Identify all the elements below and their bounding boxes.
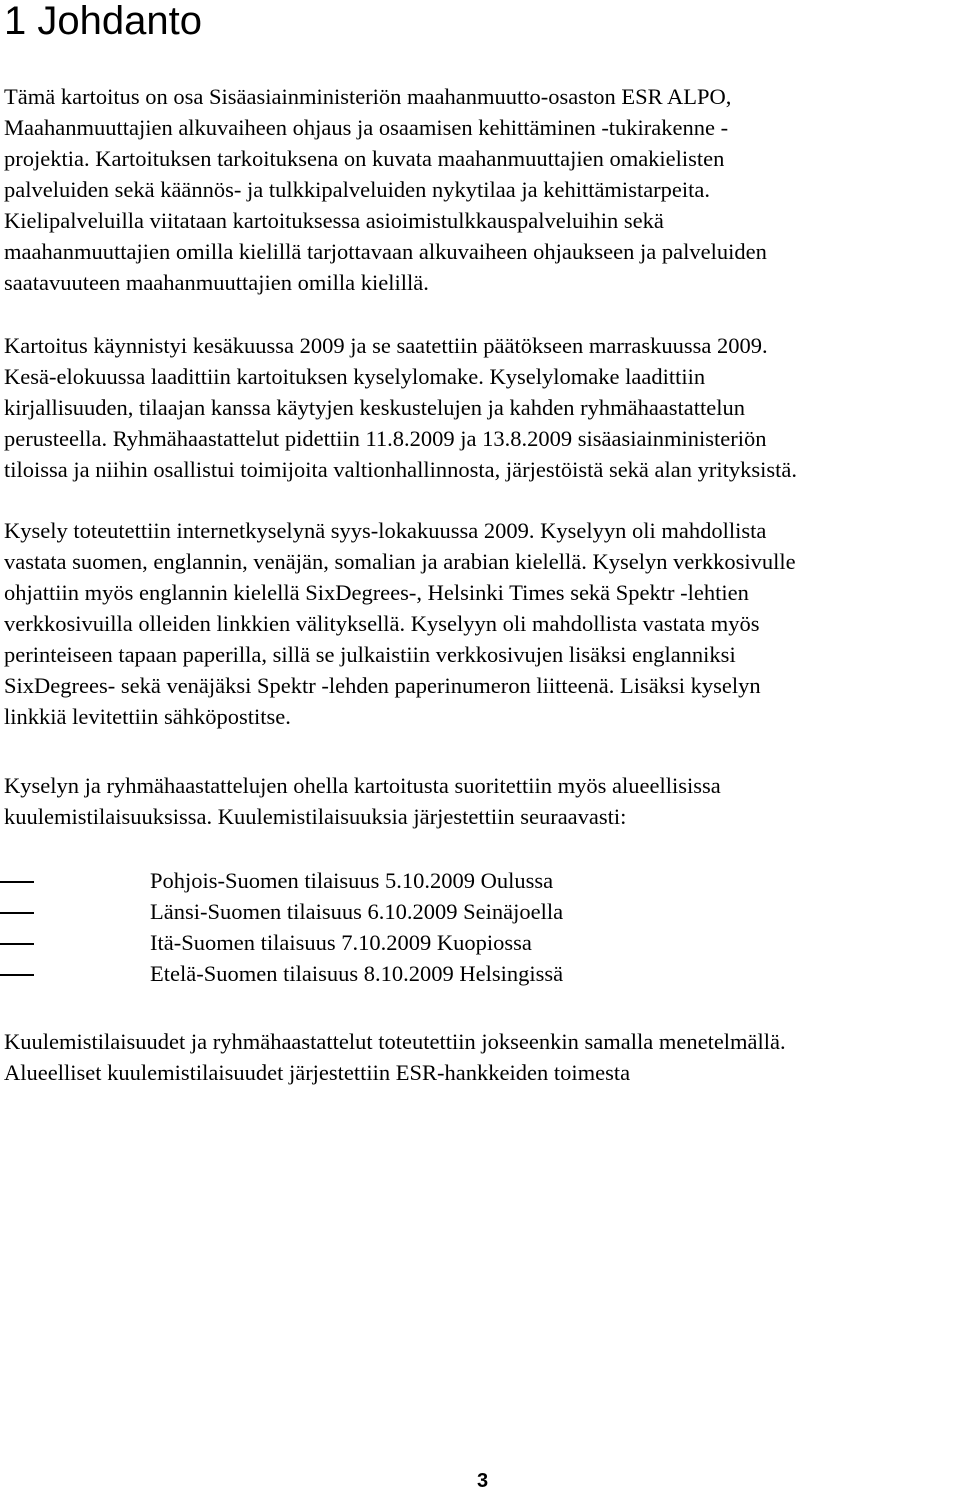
- text-line: kirjallisuuden, tilaajan kanssa käytyjen keskustelujen ja kahden ryhmähaastattelun: [4, 395, 746, 420]
- text-line: perusteella. Ryhmähaastattelut pidettiin 11.8.2009 ja 13.8.2009 sisäasiainministeriön: [4, 426, 767, 451]
- dash-bullet: [0, 943, 34, 945]
- text-line: Kysely toteutettiin internetkyselynä syys-lokakuussa 2009. Kyselyyn oli mahdollista: [4, 518, 767, 543]
- paragraph-method: [4, 1026, 956, 1088]
- text-line: Tämä kartoitus on osa Sisäasiainministeriön maahanmuutto-osaston ESR ALPO,: [4, 84, 732, 109]
- section-heading: 1 Johdanto: [4, 0, 202, 43]
- dash-bullet: [0, 912, 34, 914]
- dash-bullet: [0, 881, 34, 883]
- text-line: ohjattiin myös englannin kielellä SixDegrees-, Helsinki Times sekä Spektr -lehtien: [4, 580, 749, 605]
- text-line: Kielipalveluilla viitataan kartoituksessa asioimistulkkauspalveluihin sekä: [4, 208, 664, 233]
- text-line: Kesä-elokuussa laadittiin kartoituksen kyselylomake. Kyselylomake laadittiin: [4, 364, 706, 389]
- list-item-text: Etelä-Suomen tilaisuus 8.10.2009 Helsingissä: [150, 961, 564, 986]
- text-line: Alueelliset kuulemistilaisuudet järjestettiin ESR-hankkeiden toimesta: [4, 1060, 631, 1085]
- text-line: palveluiden sekä käännös- ja tulkkipalveluiden nykytilaa ja kehittämistarpeita.: [4, 177, 711, 202]
- dash-bullet: [0, 974, 34, 976]
- paragraph-intro: [4, 81, 956, 298]
- paragraph-survey: [4, 515, 956, 732]
- page-number: 3: [477, 1470, 489, 1492]
- list-item-text: Pohjois-Suomen tilaisuus 5.10.2009 Oulussa: [150, 868, 554, 893]
- paragraph-timeline: [4, 330, 956, 485]
- paragraph-hearings: [4, 770, 956, 832]
- text-line: perinteiseen tapaan paperilla, sillä se julkaistiin verkkosivujen lisäksi englanniksi: [4, 642, 736, 667]
- text-line: Kuulemistilaisuudet ja ryhmähaastattelut toteutettiin jokseenkin samalla menetelmällä.: [4, 1029, 786, 1054]
- text-line: saatavuuteen maahanmuuttajien omilla kielillä.: [4, 270, 429, 295]
- text-line: linkkiä levitettiin sähköpostitse.: [4, 704, 291, 729]
- list-item-text: Länsi-Suomen tilaisuus 6.10.2009 Seinäjoella: [150, 899, 564, 924]
- text-line: vastata suomen, englannin, venäjän, somalian ja arabian kielellä. Kyselyn verkkosivulle: [4, 549, 796, 574]
- text-line: verkkosivuilla olleiden linkkien välityksellä. Kyselyyn oli mahdollista vastata myös: [4, 611, 760, 636]
- text-line: projektia. Kartoituksen tarkoituksena on kuvata maahanmuuttajien omakielisten: [4, 146, 725, 171]
- text-line: Kartoitus käynnistyi kesäkuussa 2009 ja se saatettiin päätökseen marraskuussa 2009.: [4, 333, 768, 358]
- list-item-text: Itä-Suomen tilaisuus 7.10.2009 Kuopiossa: [150, 930, 532, 955]
- text-line: kuulemistilaisuuksissa. Kuulemistilaisuuksia järjestettiin seuraavasti:: [4, 804, 627, 829]
- text-line: Maahanmuuttajien alkuvaiheen ohjaus ja osaamisen kehittäminen -tukirakenne -: [4, 115, 729, 140]
- text-line: maahanmuuttajien omilla kielillä tarjottavaan alkuvaiheen ohjaukseen ja palveluiden: [4, 239, 767, 264]
- text-line: Kyselyn ja ryhmähaastattelujen ohella kartoitusta suoritettiin myös alueellisissa: [4, 773, 721, 798]
- text-line: tiloissa ja niihin osallistui toimijoita valtionhallinnosta, järjestöistä sekä alan yrityksistä.: [4, 457, 798, 482]
- text-line: SixDegrees- sekä venäjäksi Spektr -lehden paperinumeron liitteenä. Lisäksi kyselyn: [4, 673, 761, 698]
